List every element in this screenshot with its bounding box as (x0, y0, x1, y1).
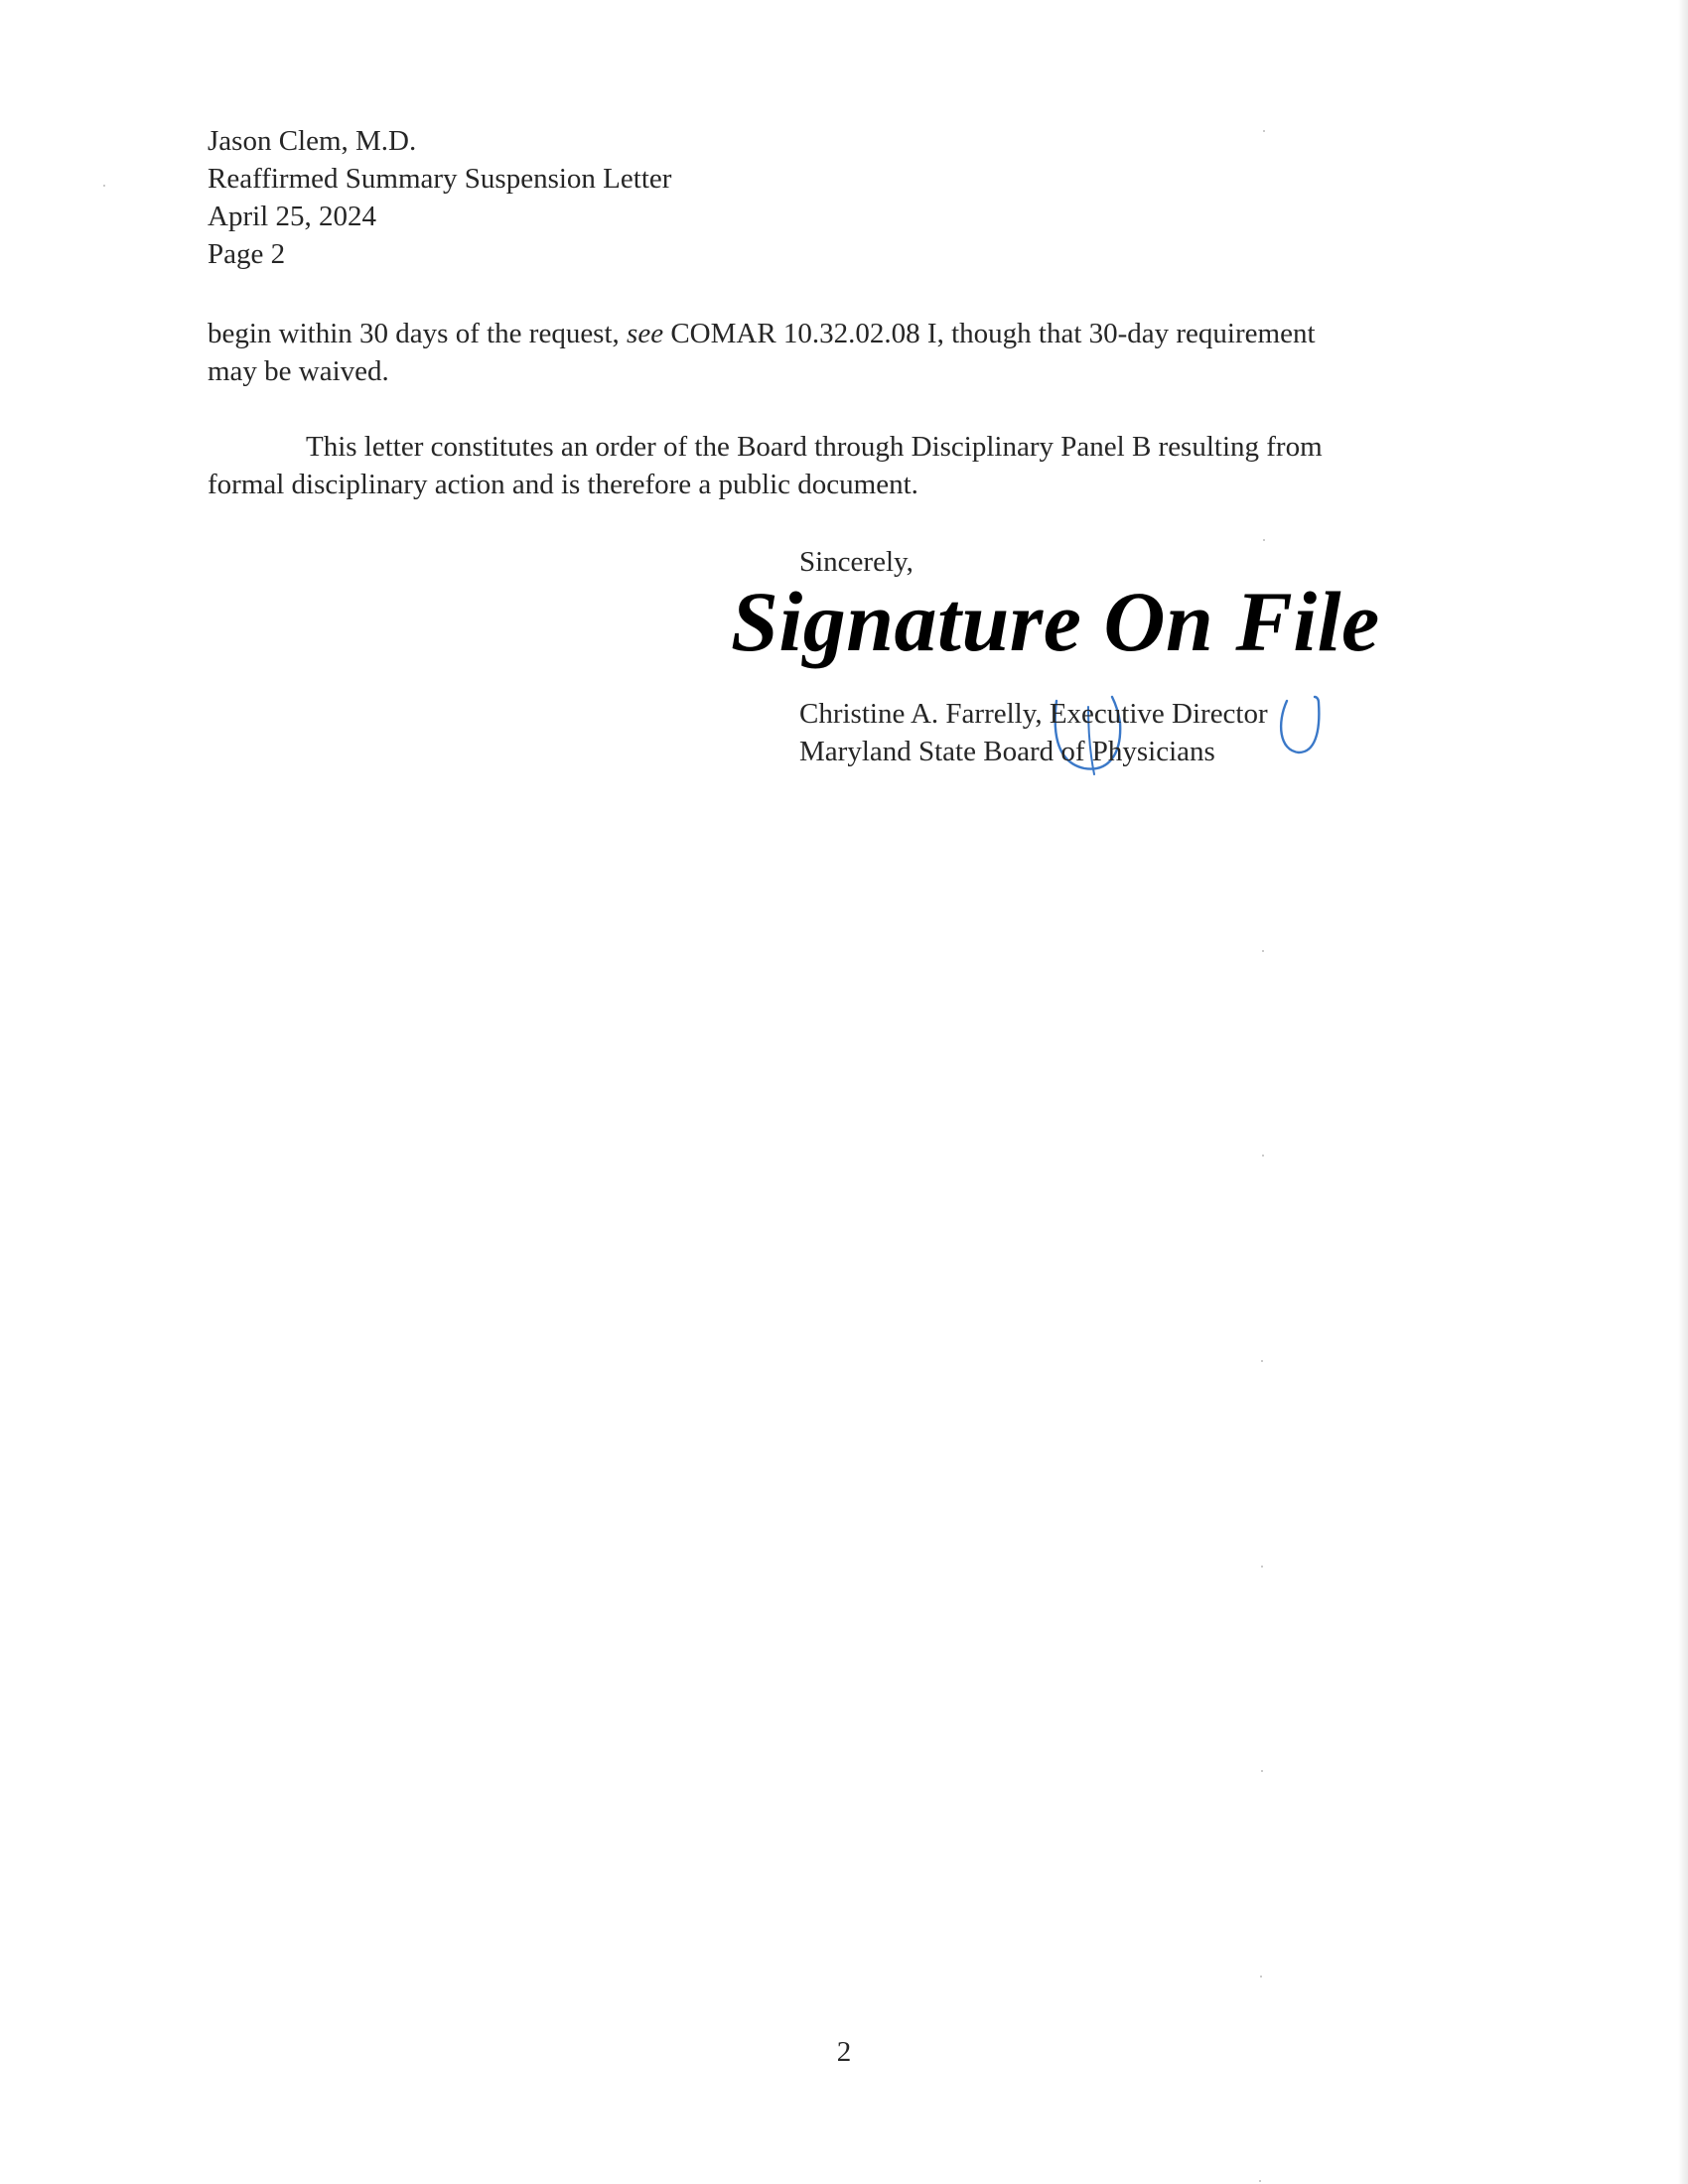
signer-block (799, 695, 1268, 770)
scan-speck (1261, 1770, 1263, 1772)
paragraph-continuation (208, 315, 1498, 390)
scan-speck (1263, 539, 1265, 541)
paragraph-line: This letter constitutes an order of the Board through Disciplinary Panel B resulting from (306, 431, 1323, 463)
scan-speck (1261, 1360, 1263, 1362)
scan-speck (1263, 130, 1265, 132)
signature-on-file: Signature On File (731, 574, 1380, 669)
paragraph-line: formal disciplinary action and is therefore a public document. (208, 469, 918, 500)
paragraph-public-document (208, 428, 1498, 503)
letter-header (208, 122, 671, 273)
letter-date: April 25, 2024 (208, 201, 376, 232)
italic-citation-signal: see (627, 318, 664, 349)
letter-subject: Reaffirmed Summary Suspension Letter (208, 163, 672, 195)
paragraph-line: may be waived. (208, 355, 389, 387)
recipient-name: Jason Clem, M.D. (208, 125, 417, 157)
scan-speck (1262, 950, 1264, 952)
page-number: 2 (836, 2036, 852, 2068)
paragraph-line (208, 315, 1498, 352)
scan-speck (1260, 1976, 1262, 1978)
text-run: begin within 30 days of the request, (208, 318, 628, 349)
scan-speck (1262, 1155, 1264, 1157)
scan-speck (103, 185, 105, 187)
scan-edge-shadow (1678, 0, 1688, 2184)
scan-speck (1259, 2180, 1261, 2182)
scan-speck (1261, 1566, 1263, 1568)
signer-name-title: Christine A. Farrelly, Executive Director (799, 698, 1268, 730)
signer-organization: Maryland State Board of Physicians (799, 736, 1215, 767)
page-label: Page 2 (208, 238, 286, 270)
ink-mark-right (1281, 697, 1319, 752)
closing-salutation: Sincerely, (799, 546, 914, 578)
text-run: COMAR 10.32.02.08 I, though that 30-day requirement (663, 318, 1316, 349)
